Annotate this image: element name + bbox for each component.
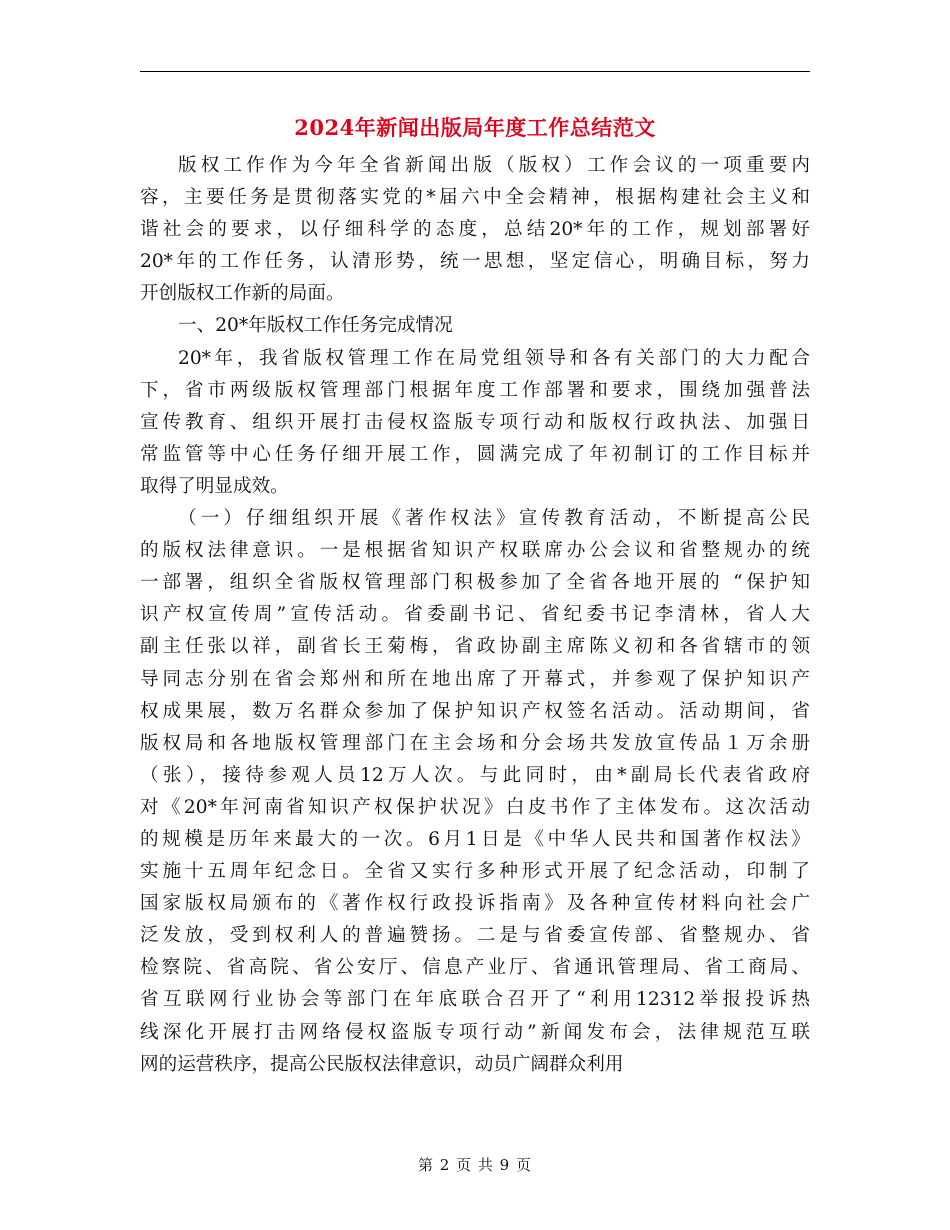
text-line: （一）仔细组织开展《著作权法》宣传教育活动，不断提高公民: [178, 508, 810, 530]
text-line: 20*年的工作任务，认清形势，统一思想，坚定信心，明确目标，努力: [140, 251, 810, 273]
text-line: 下，省市两级版权管理部门根据年度工作部署和要求，围绕加强普法: [140, 379, 810, 401]
text-line: 常监管等中心任务仔细开展工作，圆满完成了年初制订的工作目标并: [140, 443, 810, 465]
text-line: （张），接待参观人员12万人次。与此同时，由*副局长代表省政府: [140, 764, 810, 786]
text-line: 泛发放，受到权利人的普遍赞扬。二是与省委宣传部、省整规办、省: [140, 925, 810, 947]
text-line: 20*年，我省版权管理工作在局党组领导和各有关部门的大力配合: [178, 347, 810, 369]
text-line: 识产权宣传周”宣传活动。省委副书记、省纪委书记李清林，省人大: [140, 604, 810, 626]
text-line: 宣传教育、组织开展打击侵权盗版专项行动和版权行政执法、加强日: [140, 411, 810, 433]
text-line: 检察院、省高院、省公安厅、信息产业厅、省通讯管理局、省工商局、: [140, 957, 810, 979]
text-line: 导同志分别在省会郑州和所在地出席了开幕式，并参观了保护知识产: [140, 668, 810, 690]
text-line: 副主任张以祥，副省长王菊梅，省政协副主席陈义初和各省辖市的领: [140, 636, 810, 658]
text-line: 一、20*年版权工作任务完成情况: [178, 315, 453, 337]
text-line: 的规模是历年来最大的一次。6月1日是《中华人民共和国著作权法》: [140, 828, 810, 850]
text-line: 开创版权工作新的局面。: [140, 283, 345, 305]
text-line: 权成果展，数万名群众参加了保护知识产权签名活动。活动期间，省: [140, 700, 810, 722]
text-line: 线深化开展打击网络侵权盗版专项行动”新闻发布会，法律规范互联: [140, 1021, 810, 1043]
text-line: 版权工作作为今年全省新闻出版（版权）工作会议的一项重要内: [178, 155, 810, 176]
text-line: 取得了明显成效。: [140, 475, 289, 497]
document-title: 2024年新闻出版局年度工作总结范文: [294, 115, 656, 140]
text-line: 实施十五周年纪念日。全省又实行多种形式开展了纪念活动，印制了: [140, 861, 810, 883]
text-line: 对《20*年河南省知识产权保护状况》白皮书作了主体发布。这次活动: [140, 796, 810, 818]
text-line: 的版权法律意识。一是根据省知识产权联席办公会议和省整规办的统: [140, 540, 810, 562]
text-line: 谐社会的要求，以仔细科学的态度，总结20*年的工作，规划部署好: [140, 219, 810, 241]
header-rule: [140, 71, 810, 72]
text-line: 容，主要任务是贯彻落实党的*届六中全会精神，根据构建社会主义和: [140, 187, 810, 209]
page-footer: 第 2 页 共 9 页: [418, 1156, 532, 1174]
text-line: 国家版权局颁布的《著作权行政投诉指南》及各种宣传材料向社会广: [140, 893, 810, 915]
text-line: 版权局和各地版权管理部门在主会场和分会场共发放宣传品１万余册: [140, 732, 810, 754]
document-body: [140, 150, 810, 1081]
text-line: 省互联网行业协会等部门在年底联合召开了“利用12312举报投诉热: [140, 989, 810, 1011]
text-line: 一部署，组织全省版权管理部门积极参加了全省各地开展的 “保护知: [140, 572, 810, 594]
text-line: 网的运营秩序，提高公民版权法律意识，动员广阔群众利用: [140, 1053, 624, 1075]
